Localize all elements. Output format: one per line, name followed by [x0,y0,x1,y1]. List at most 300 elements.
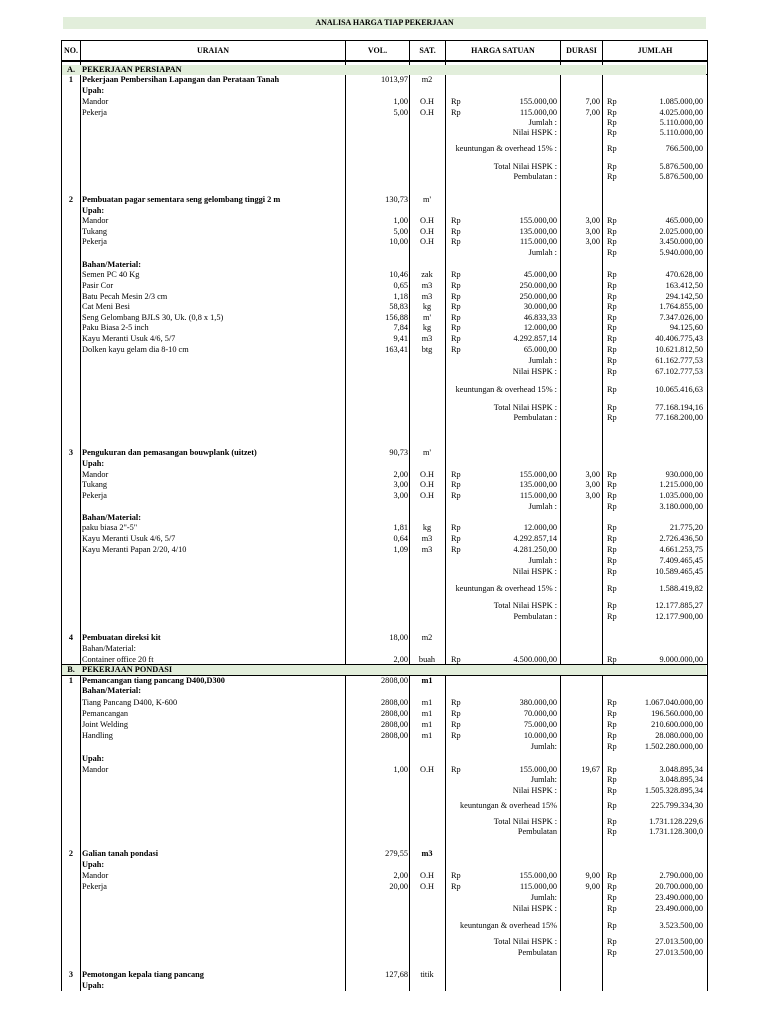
table-row [0,459,768,469]
table-row [0,313,768,323]
row-harga-satuan: 155.000,00 [519,871,557,880]
table-row [0,534,768,544]
table-row [0,786,768,796]
row-currency: Rp [607,742,617,751]
table-row [0,676,768,686]
row-summary-label: Pembulatan : [513,172,557,181]
row-sat: zak [421,270,433,279]
table-row [0,195,768,205]
row-uraian: Pembuatan pagar sementara seng gelombang tinggi 2 m [82,195,281,204]
row-uraian: Kayu Meranti Usuk 4/6, 5/7 [82,534,176,543]
row-currency: Rp [607,403,617,412]
row-jumlah: 1.502.280.000,00 [644,742,703,751]
row-uraian: Pengukuran dan pemasangan bouwplank (uitzet) [82,448,257,457]
row-uraian: Handling [82,731,113,740]
row-jumlah: 5.876.500,00 [659,162,703,171]
row-currency: Rp [607,172,617,181]
row-harga-satuan: 155.000,00 [519,216,557,225]
row-vol: 90,73 [389,448,408,457]
row-jumlah: 465.000,00 [665,216,703,225]
row-currency: Rp [607,470,617,479]
table-row [0,893,768,903]
table-row [0,413,768,423]
row-uraian: Joint Welding [82,720,128,729]
row-currency: Rp [451,545,461,554]
row-durasi: 3,00 [585,237,600,246]
row-jumlah: 1.085.000,00 [659,97,703,106]
row-uraian: Mandor [82,871,109,880]
row-jumlah: 94.125,60 [669,323,703,332]
row-harga-satuan: 250.000,00 [519,292,557,301]
row-durasi: 3,00 [585,227,600,236]
table-row [0,513,768,523]
row-currency: Rp [451,345,461,354]
row-jumlah: 1.035.000,00 [659,491,703,500]
table-row [0,502,768,512]
row-sat: O.H [419,227,435,236]
row-currency: Rp [607,817,617,826]
row-currency: Rp [607,601,617,610]
row-jumlah: 10.065.416,63 [655,385,703,394]
row-currency: Rp [607,871,617,880]
table-row [0,937,768,947]
row-vol: 10,00 [389,237,408,246]
row-currency: Rp [607,356,617,365]
row-uraian: Bahan/Material: [82,686,141,695]
row-uraian: Kayu Meranti Papan 2/20, 4/10 [82,545,187,554]
row-harga-satuan: 10.000,00 [523,731,557,740]
row-uraian: Upah: [82,86,105,95]
row-durasi: 3,00 [585,470,600,479]
row-uraian: Pemancangan tiang pancang D400,D300 [82,676,225,685]
row-vol: 2,00 [393,655,408,664]
table-row [0,827,768,837]
row-harga-satuan: 115.000,00 [519,108,557,117]
row-jumlah: 3.450.000,00 [659,237,703,246]
row-durasi: 3,00 [585,480,600,489]
row-vol: 127,68 [385,970,408,979]
row-summary-label: Total Nilai HSPK : [493,601,557,610]
row-uraian: Seng Gelombang BJLS 30, Uk. (0,8 x 1,5) [82,313,224,322]
row-currency: Rp [607,118,617,127]
row-currency: Rp [607,227,617,236]
row-sat: O.H [419,871,435,880]
table-row [0,470,768,480]
row-currency: Rp [607,108,617,117]
row-vol: 18,00 [389,633,408,642]
section-row [0,65,768,75]
row-currency: Rp [607,237,617,246]
row-uraian: Semen PC 40 Kg [82,270,140,279]
table-row [0,698,768,708]
row-currency: Rp [607,367,617,376]
row-currency: Rp [451,292,461,301]
row-sat: titik [420,970,434,979]
row-jumlah: 1.731.128.300,0 [649,827,703,836]
row-no: 1 [68,75,74,84]
row-jumlah: 210.600.000,00 [651,720,703,729]
row-uraian: Pemancangan [82,709,129,718]
row-currency: Rp [607,937,617,946]
row-summary-label: Jumlah : [528,502,557,511]
row-summary-label: Jumlah: [530,742,557,751]
document-title: ANALISA HARGA TIAP PEKERJAAN [63,17,706,29]
row-summary-label: Jumlah: [530,893,557,902]
row-jumlah: 4.661.253,75 [659,545,703,554]
row-sat: kg [422,523,432,532]
row-vol: 2808,00 [381,709,408,718]
row-vol: 163,41 [385,345,408,354]
table-row [0,523,768,533]
table-row [0,227,768,237]
table-row [0,970,768,980]
table-row [0,601,768,611]
row-summary-label: Jumlah : [528,248,557,257]
row-jumlah: 12.177.885,27 [655,601,703,610]
row-uraian: Tukang [82,480,108,489]
row-currency: Rp [451,334,461,343]
table-row [0,720,768,730]
table-row [0,334,768,344]
table-row [0,860,768,870]
row-sat: m3 [421,334,433,343]
row-currency: Rp [451,731,461,740]
table-row [0,849,768,859]
table-row [0,356,768,366]
row-jumlah: 61.162.777,53 [655,356,703,365]
row-harga-satuan: 75.000,00 [523,720,557,729]
row-uraian: Paku Biasa 2-5 inch [82,323,149,332]
row-currency: Rp [451,313,461,322]
table-row [0,765,768,775]
table-row [0,367,768,377]
header-bottom-rule [61,61,707,62]
table-row [0,118,768,128]
row-harga-satuan: 70.000,00 [523,709,557,718]
row-currency: Rp [607,144,617,153]
row-currency: Rp [451,698,461,707]
row-currency: Rp [607,302,617,311]
row-summary-label: Total Nilai HSPK : [493,817,557,826]
table-row [0,97,768,107]
row-vol: 156,88 [385,313,408,322]
row-currency: Rp [451,281,461,290]
row-currency: Rp [607,162,617,171]
row-uraian: Pekerjaan Pembersihan Lapangan dan Perataan Tanah [82,75,280,84]
row-jumlah: 1.215.000,00 [659,480,703,489]
row-vol: 1,18 [393,292,408,301]
row-uraian: Upah: [82,981,105,990]
row-summary-label: Jumlah : [528,118,557,127]
header-harga-satuan: HARGA SATUAN [471,46,535,55]
row-currency: Rp [607,720,617,729]
row-currency: Rp [451,237,461,246]
row-currency: Rp [607,502,617,511]
row-sat: O.H [419,491,435,500]
table-row [0,775,768,785]
row-jumlah: 7.347.026,00 [659,313,703,322]
row-currency: Rp [607,385,617,394]
row-uraian: Bahan/Material: [82,644,136,653]
table-row [0,323,768,333]
row-currency: Rp [607,523,617,532]
row-currency: Rp [451,227,461,236]
row-sat: O.H [419,237,435,246]
row-harga-satuan: 250.000,00 [519,281,557,290]
table-row [0,921,768,931]
row-durasi: 9,00 [585,871,600,880]
row-currency: Rp [607,281,617,290]
row-jumlah: 2.025.000,00 [659,227,703,236]
row-harga-satuan: 45.000,00 [523,270,557,279]
row-currency: Rp [451,480,461,489]
row-harga-satuan: 30.000,00 [523,302,557,311]
row-sat: buah [418,655,436,664]
row-currency: Rp [451,302,461,311]
row-currency: Rp [607,882,617,891]
row-uraian: Dolken kayu gelam dia 8-10 cm [82,345,189,354]
row-jumlah: 1.067.040.000,00 [644,698,703,707]
row-currency: Rp [607,345,617,354]
row-jumlah: 23.490.000,00 [655,893,703,902]
row-currency: Rp [451,323,461,332]
row-jumlah: 470.628,00 [665,270,703,279]
row-jumlah: 5.110.000,00 [659,118,703,127]
row-durasi: 3,00 [585,491,600,500]
row-uraian: Pasir Cor [82,281,114,290]
row-summary-label: Jumlah : [528,556,557,565]
row-no: 1 [68,676,74,685]
row-harga-satuan: 115.000,00 [519,237,557,246]
row-jumlah: 225.799.334,30 [651,801,703,810]
row-currency: Rp [607,97,617,106]
table-row [0,754,768,764]
row-vol: 9,41 [393,334,408,343]
row-uraian: paku biasa 2"-5" [82,523,138,532]
row-harga-satuan: 380.000,00 [519,698,557,707]
row-jumlah: 1.764.855,00 [659,302,703,311]
row-jumlah: 2.726.436,50 [659,534,703,543]
row-currency: Rp [451,709,461,718]
row-jumlah: 196.560.000,00 [651,709,703,718]
row-harga-satuan: 12.000,00 [523,523,557,532]
row-currency: Rp [607,128,617,137]
row-vol: 58,83 [389,302,408,311]
row-uraian: Kayu Meranti Usuk 4/6, 5/7 [82,334,176,343]
row-vol: 2,00 [393,470,408,479]
table-row [0,742,768,752]
row-currency: Rp [607,948,617,957]
row-summary-label: Pembulatan [517,827,557,836]
row-harga-satuan: 4.292.857,14 [513,334,557,343]
row-currency: Rp [451,765,461,774]
table-row [0,108,768,118]
row-jumlah: 20.700.000,00 [655,882,703,891]
section-row [0,665,768,675]
row-vol: 0,65 [393,281,408,290]
row-no: 4 [68,633,74,642]
row-currency: Rp [607,292,617,301]
table-row [0,731,768,741]
table-row [0,172,768,182]
row-harga-satuan: 4.292.857,14 [513,534,557,543]
row-summary-label: Jumlah: [530,775,557,784]
row-currency: Rp [451,470,461,479]
row-jumlah: 77.168.194,16 [655,403,703,412]
row-currency: Rp [451,491,461,500]
table-row [0,260,768,270]
row-sat: m2 [421,75,433,84]
row-sat: O.H [419,108,435,117]
row-jumlah: 23.490.000,00 [655,904,703,913]
row-currency: Rp [607,655,617,664]
row-currency: Rp [451,655,461,664]
row-harga-satuan: 135.000,00 [519,480,557,489]
row-sat: btg [421,345,433,354]
row-durasi: 7,00 [585,108,600,117]
table-row [0,686,768,696]
row-summary-label: keuntungan & overhead 15% : [455,584,557,593]
row-jumlah: 1.588.419,82 [659,584,703,593]
row-currency: Rp [607,216,617,225]
row-uraian: Mandor [82,765,109,774]
row-vol: 1,00 [393,765,408,774]
row-vol: 2808,00 [381,698,408,707]
table-row [0,292,768,302]
row-sat: O.H [419,470,435,479]
table-row [0,882,768,892]
row-uraian: Cat Meni Besi [82,302,130,311]
row-currency: Rp [451,108,461,117]
row-sat: m1 [421,676,433,685]
row-currency: Rp [451,871,461,880]
row-jumlah: 3.048.895,34 [659,765,703,774]
row-harga-satuan: 155.000,00 [519,97,557,106]
row-uraian: Pekerja [82,491,107,500]
row-sat: m' [423,313,431,322]
row-sat: m2 [421,633,433,642]
table-row [0,644,768,654]
table-row [0,480,768,490]
row-sat: m1 [421,698,433,707]
table-row [0,633,768,643]
row-jumlah: 1.505.328.895,34 [644,786,703,795]
row-sat: m3 [421,849,433,858]
row-currency: Rp [607,786,617,795]
row-sat: O.H [419,765,435,774]
row-currency: Rp [607,545,617,554]
row-vol: 279,55 [385,849,408,858]
row-summary-label: Nilai HSPK : [512,786,557,795]
row-vol: 7,84 [393,323,408,332]
row-currency: Rp [607,270,617,279]
row-uraian: Galian tanah pondasi [82,849,159,858]
row-currency: Rp [607,893,617,902]
row-currency: Rp [607,904,617,913]
row-currency: Rp [607,584,617,593]
table-row [0,567,768,577]
table-row [0,385,768,395]
row-harga-satuan: 4.500.000,00 [513,655,557,664]
row-jumlah: 67.102.777,53 [655,367,703,376]
row-sat: m1 [421,731,433,740]
row-sat: O.H [419,97,435,106]
row-uraian: Mandor [82,97,109,106]
row-jumlah: 21.775,20 [669,523,703,532]
row-summary-label: Pembulatan [517,948,557,957]
table-row [0,86,768,96]
row-uraian: Pekerja [82,882,107,891]
table-row [0,556,768,566]
row-uraian: Mandor [82,216,109,225]
row-currency: Rp [607,491,617,500]
table-row [0,403,768,413]
row-sat: m' [423,195,431,204]
row-no: A. [66,65,76,74]
row-durasi: 3,00 [585,216,600,225]
row-currency: Rp [607,698,617,707]
row-jumlah: 3.180.000,00 [659,502,703,511]
row-vol: 5,00 [393,108,408,117]
row-jumlah: 9.000.000,00 [659,655,703,664]
row-vol: 5,00 [393,227,408,236]
table-row [0,491,768,501]
row-jumlah: 2.790.000,00 [659,871,703,880]
row-currency: Rp [451,270,461,279]
row-uraian: Pekerja [82,108,107,117]
table-row [0,448,768,458]
row-summary-label: Pembulatan : [513,612,557,621]
row-vol: 1,00 [393,97,408,106]
row-harga-satuan: 12.000,00 [523,323,557,332]
row-harga-satuan: 155.000,00 [519,765,557,774]
row-no: 2 [68,195,74,204]
table-row [0,345,768,355]
row-currency: Rp [607,612,617,621]
table-row [0,248,768,258]
row-harga-satuan: 155.000,00 [519,470,557,479]
row-summary-label: Pembulatan : [513,413,557,422]
header-uraian: URAIAN [197,46,229,55]
row-jumlah: 1.731.128.229,6 [649,817,703,826]
row-jumlah: 12.177.900,00 [655,612,703,621]
row-harga-satuan: 135.000,00 [519,227,557,236]
row-vol: 1013,97 [381,75,408,84]
row-currency: Rp [607,731,617,740]
row-vol: 20,00 [389,882,408,891]
table-row [0,801,768,811]
row-currency: Rp [451,720,461,729]
row-uraian: Pemotongan kepala tiang pancang [82,970,204,979]
row-jumlah: 766.500,00 [665,144,703,153]
row-jumlah: 3.523.500,00 [659,921,703,930]
row-currency: Rp [607,334,617,343]
row-sat: m3 [421,281,433,290]
row-uraian: Mandor [82,470,109,479]
row-summary-label: keuntungan & overhead 15% [460,921,557,930]
row-summary-label: keuntungan & overhead 15% [460,801,557,810]
row-jumlah: 27.013.500,00 [655,948,703,957]
row-currency: Rp [451,97,461,106]
row-currency: Rp [607,480,617,489]
row-jumlah: 40.406.775,43 [655,334,703,343]
row-vol: 1,09 [393,545,408,554]
table-row [0,302,768,312]
row-sat: m3 [421,545,433,554]
row-vol: 2808,00 [381,676,408,685]
row-uraian: Tiang Pancang D400, K-600 [82,698,178,707]
row-vol: 2,00 [393,871,408,880]
